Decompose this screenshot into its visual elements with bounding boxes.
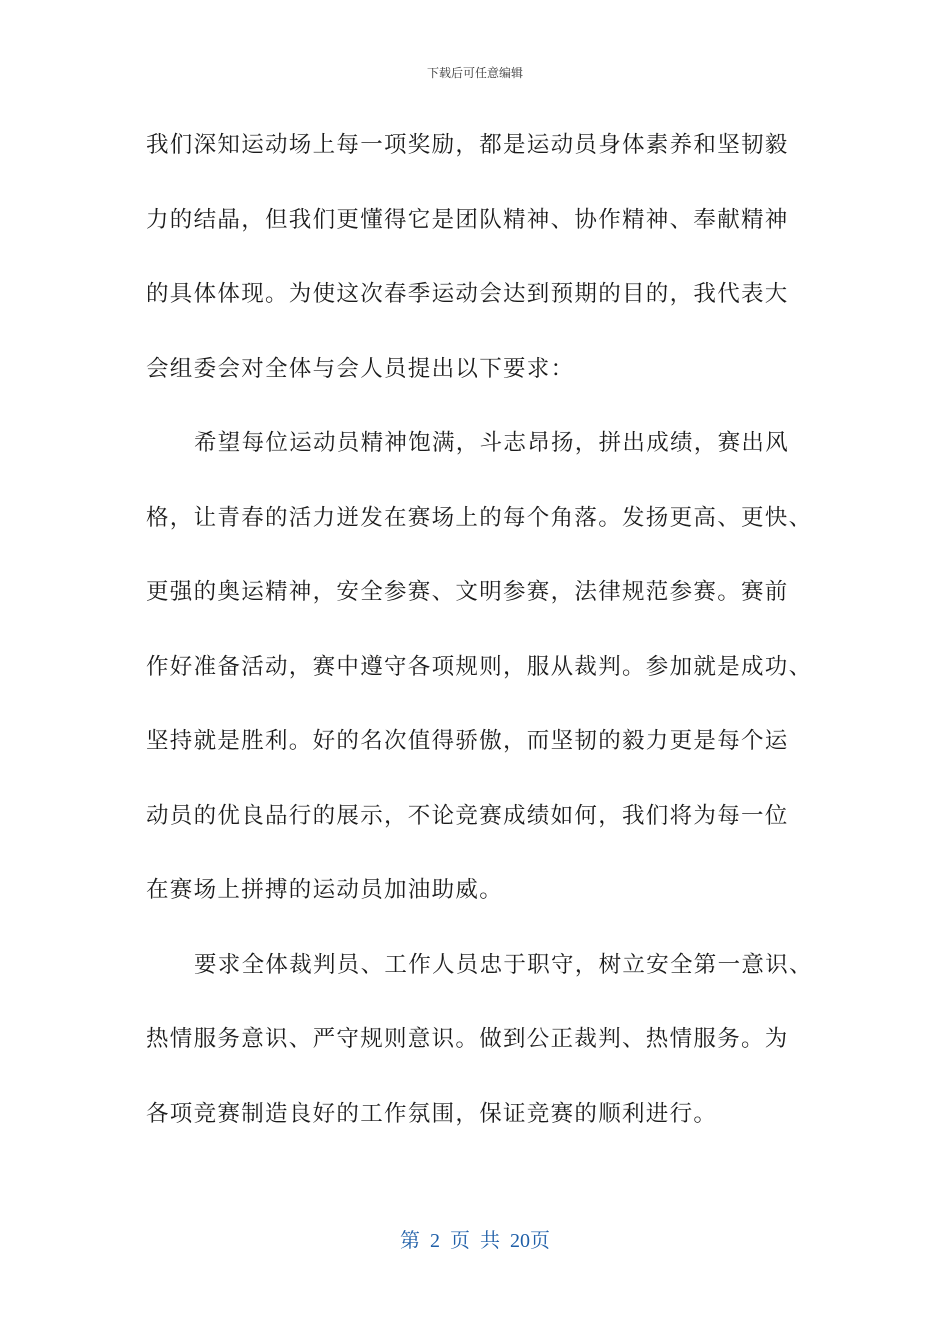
paragraph-3-line-2: 热情服务意识、严守规则意识。做到公正裁判、热情服务。为 — [146, 1026, 789, 1052]
footer-prefix: 第 — [400, 1230, 420, 1252]
page-header-note: 下载后可任意编辑 — [426, 66, 523, 80]
paragraph-1-line-2: 力的结晶，但我们更懂得它是团队精神、协作精神、奉献精神 — [146, 206, 789, 233]
paragraph-3-line-3: 各项竞赛制造良好的工作氛围，保证竞赛的顺利进行。 — [146, 1100, 718, 1127]
paragraph-2-line-7: 在赛场上拼搏的运动员加油助威。 — [146, 877, 504, 903]
footer-page-label: 页 — [450, 1230, 470, 1252]
page-number-footer — [0, 1224, 950, 1253]
paragraph-1-line-4: 会组委会对全体与会人员提出以下要求： — [146, 355, 575, 382]
footer-total-prefix: 共 — [480, 1230, 500, 1252]
paragraph-2-line-2: 格，让青春的活力迸发在赛场上的每个角落。发扬更高、更快、 — [146, 504, 813, 531]
paragraph-3-line-1: 要求全体裁判员、工作人员忠于职守，树立安全第一意识、 — [194, 951, 813, 978]
footer-current-page: 2 — [430, 1230, 440, 1252]
document-body — [146, 120, 816, 1163]
paragraph-2-line-4: 作好准备活动，赛中遵守各项规则，服从裁判。参加就是成功、 — [146, 653, 813, 680]
paragraph-2-line-5: 坚持就是胜利。好的名次值得骄傲，而坚韧的毅力更是每个运 — [146, 728, 789, 754]
paragraph-1-line-1: 我们深知运动场上每一项奖励，都是运动员身体素养和坚韧毅 — [146, 132, 789, 158]
paragraph-2-line-1: 希望每位运动员精神饱满，斗志昂扬，拼出成绩，赛出风 — [194, 430, 790, 456]
footer-total-pages: 20页 — [510, 1230, 550, 1252]
paragraph-1-line-3: 的具体体现。为使这次春季运动会达到预期的目的，我代表大 — [146, 281, 789, 307]
paragraph-2-line-3: 更强的奥运精神，安全参赛、文明参赛，法律规范参赛。赛前 — [146, 579, 789, 605]
paragraph-2-line-6: 动员的优良品行的展示，不论竞赛成绩如何，我们将为每一位 — [146, 802, 789, 829]
